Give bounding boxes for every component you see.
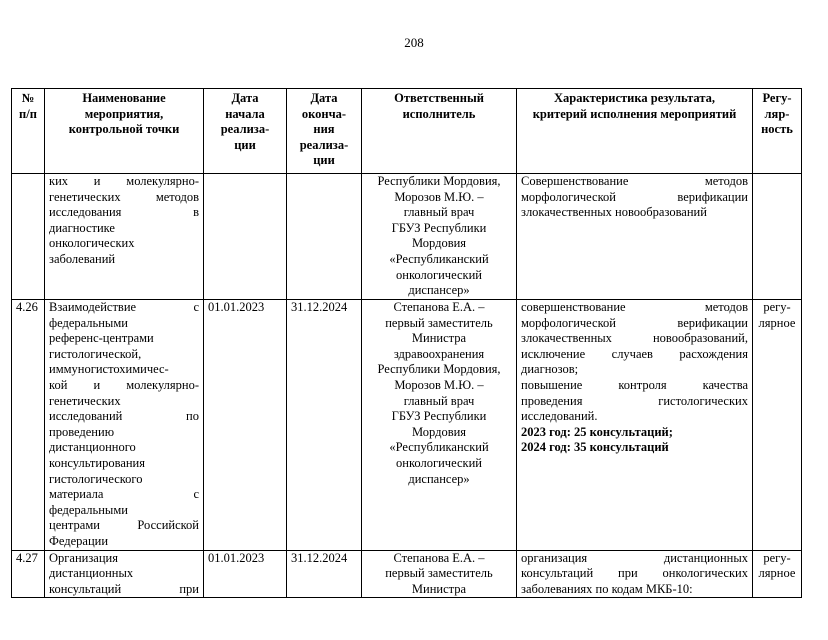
- cell-line: исключение случаев расхождения: [521, 346, 748, 361]
- cell-line: федеральными: [49, 315, 128, 330]
- cell-line: первый заместитель: [385, 566, 493, 581]
- cell-line: Республики Мордовия,: [377, 362, 501, 377]
- cell-line: проведению: [49, 424, 115, 439]
- cell-line: организация дистанционных: [521, 550, 748, 565]
- cell-regularity: [753, 174, 802, 300]
- cell-line: Мордовия: [411, 236, 467, 251]
- cell-line: морфологической верификации: [521, 315, 748, 330]
- cell-line: 4.27: [16, 550, 38, 565]
- cell-characteristic: [517, 174, 753, 300]
- cell-regularity: [753, 550, 802, 598]
- header-line: ния: [313, 122, 335, 137]
- table-body: [12, 174, 802, 598]
- header-line: Наименование: [82, 91, 166, 105]
- cell-line: генетических методов: [49, 189, 199, 204]
- cell-line: ких и молекулярно-: [49, 174, 199, 188]
- cell-start-date: [204, 300, 287, 551]
- cell-line: исследований по: [49, 409, 199, 424]
- cell-line: проведения гистологических: [521, 393, 748, 408]
- cell-start-date: [204, 550, 287, 598]
- header-start-date: [204, 89, 287, 174]
- cell-line: диагнозов;: [521, 362, 579, 377]
- header-line: начала: [225, 106, 265, 121]
- header-line: Ответственный: [394, 91, 484, 105]
- cell-line: регу-: [763, 300, 791, 314]
- table-header-row: [12, 89, 802, 174]
- header-line: ляр-: [764, 106, 790, 121]
- cell-line: морфологической верификации: [521, 189, 748, 204]
- cell-responsible: [362, 550, 517, 598]
- header-line: Дата: [231, 91, 259, 105]
- cell-line: дистанционных: [49, 566, 134, 581]
- cell-line: ГБУЗ Республики: [391, 409, 487, 424]
- cell-line: 4.26: [16, 300, 38, 314]
- cell-line: 01.01.2023: [208, 550, 265, 565]
- cell-line: 01.01.2023: [208, 300, 265, 314]
- cell-line: здравоохранения: [393, 346, 485, 361]
- cell-line: исследования в: [49, 205, 199, 220]
- header-line: Дата: [310, 91, 338, 105]
- header-line: мероприятия,: [84, 106, 164, 121]
- header-name: [45, 89, 204, 174]
- cell-line: Степанова Е.А. –: [393, 550, 485, 565]
- cell-line: злокачественных новообразований,: [521, 331, 748, 346]
- cell-activity-name: [45, 300, 204, 551]
- cell-line: Министра: [411, 331, 467, 346]
- cell-activity-name: [45, 174, 204, 300]
- cell-line: лярное: [758, 566, 796, 581]
- header-line: контрольной точки: [68, 122, 180, 137]
- cell-line: онкологических: [49, 236, 135, 251]
- cell-line: главный врач: [403, 393, 475, 408]
- cell-end-date: [287, 174, 362, 300]
- cell-line: Республики Мордовия,: [377, 174, 501, 188]
- cell-line: онкологический: [396, 455, 482, 470]
- cell-responsible: [362, 300, 517, 551]
- cell-line: консультаций при онкологических: [521, 566, 748, 581]
- header-line: реализа-: [299, 137, 349, 152]
- cell-line: диспансер»: [408, 283, 470, 298]
- table-row: [12, 550, 802, 598]
- cell-line: гистологического: [49, 471, 143, 486]
- table-row: [12, 174, 802, 300]
- cell-line: центрами Российской: [49, 518, 199, 533]
- header-responsible: [362, 89, 517, 174]
- cell-line: заболеваний: [49, 251, 116, 266]
- cell-start-date: [204, 174, 287, 300]
- activities-table: [11, 88, 802, 598]
- cell-line: первый заместитель: [385, 315, 493, 330]
- header-characteristic: [517, 89, 753, 174]
- cell-end-date: [287, 550, 362, 598]
- header-end-date: [287, 89, 362, 174]
- cell-line: Морозов М.Ю. –: [394, 377, 484, 392]
- cell-line: материала с: [49, 487, 199, 502]
- cell-line: 31.12.2024: [291, 550, 348, 565]
- cell-line: Мордовия: [411, 424, 467, 439]
- header-line: Характеристика результата,: [553, 91, 716, 105]
- header-line: №: [21, 91, 35, 105]
- cell-activity-name: [45, 550, 204, 598]
- table-row: [12, 300, 802, 551]
- cell-line: Морозов М.Ю. –: [394, 189, 484, 204]
- cell-line: консультирования: [49, 455, 145, 470]
- header-line: п/п: [19, 106, 37, 121]
- cell-characteristic: [517, 300, 753, 551]
- cell-line: диспансер»: [408, 471, 470, 486]
- cell-line: Федерации: [49, 533, 109, 548]
- cell-line: Министра: [411, 581, 467, 596]
- cell-characteristic: [517, 550, 753, 598]
- cell-line: Степанова Е.А. –: [393, 300, 485, 314]
- cell-line: федеральными: [49, 502, 128, 517]
- cell-number: [12, 300, 45, 551]
- cell-line: Организация: [49, 550, 118, 565]
- cell-line: совершенствование методов: [521, 300, 748, 314]
- cell-line: иммуногистохимичес-: [49, 362, 169, 377]
- cell-line: онкологический: [396, 267, 482, 282]
- header-line: ность: [761, 122, 793, 137]
- cell-line: главный врач: [403, 205, 475, 220]
- cell-line: кой и молекулярно-: [49, 377, 199, 392]
- cell-line: диагностике: [49, 220, 115, 235]
- header-line: критерий исполнения мероприятий: [532, 106, 737, 121]
- cell-line: Взаимодействие с: [49, 300, 199, 314]
- cell-line: Совершенствование методов: [521, 174, 748, 188]
- page-number: 208: [404, 35, 424, 50]
- cell-line: повышение контроля качества: [521, 377, 748, 392]
- cell-line: лярное: [758, 315, 796, 330]
- cell-line: регу-: [763, 550, 791, 565]
- cell-line: 31.12.2024: [291, 300, 348, 314]
- cell-line: «Республиканский: [389, 251, 489, 266]
- header-number: [12, 89, 45, 174]
- cell-number: [12, 550, 45, 598]
- cell-line: референс-центрами: [49, 331, 154, 346]
- header-line: исполнитель: [402, 106, 476, 121]
- cell-line: консультаций при: [49, 581, 199, 596]
- header-line: ции: [313, 153, 335, 168]
- header-line: ции: [234, 137, 256, 152]
- cell-line: гистологической,: [49, 346, 142, 361]
- cell-line: «Республиканский: [389, 440, 489, 455]
- cell-regularity: [753, 300, 802, 551]
- header-regularity: [753, 89, 802, 174]
- cell-line: заболеваниях по кодам МКБ-10:: [521, 581, 693, 596]
- header-line: Регу-: [762, 91, 792, 105]
- cell-line: 2024 год: 35 консультаций: [521, 440, 669, 455]
- cell-end-date: [287, 300, 362, 551]
- cell-line: ГБУЗ Республики: [391, 220, 487, 235]
- header-line: реализа-: [220, 122, 270, 137]
- cell-responsible: [362, 174, 517, 300]
- cell-line: дистанционного: [49, 440, 136, 455]
- cell-line: злокачественных новообразований: [521, 205, 707, 220]
- cell-line: исследований.: [521, 409, 598, 424]
- cell-line: 2023 год: 25 консультаций;: [521, 424, 673, 439]
- header-line: оконча-: [301, 106, 347, 121]
- cell-line: генетических: [49, 393, 121, 408]
- cell-number: [12, 174, 45, 300]
